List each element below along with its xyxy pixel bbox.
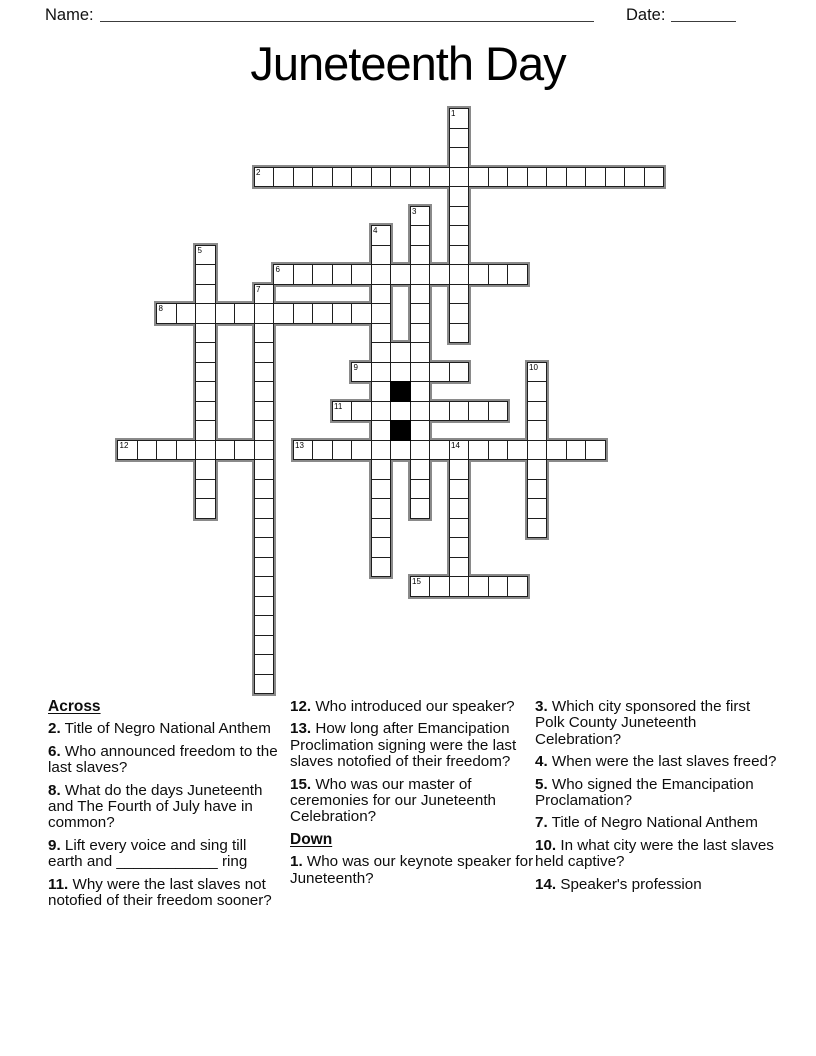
grid-cell — [449, 128, 470, 149]
grid-cell — [488, 264, 509, 285]
grid-cell — [429, 440, 450, 461]
grid-cell — [449, 401, 470, 422]
grid-cell — [195, 420, 216, 441]
grid-cell — [195, 440, 216, 461]
grid-cell — [332, 264, 353, 285]
grid-cell — [449, 498, 470, 519]
grid-cell — [390, 264, 411, 285]
grid-cell — [371, 518, 392, 539]
grid-cell — [371, 537, 392, 558]
grid-cell — [254, 537, 275, 558]
clue-number: 1. — [290, 853, 303, 871]
grid-cell — [371, 459, 392, 480]
grid-cell — [254, 342, 275, 363]
grid-cell — [371, 245, 392, 266]
grid-cell — [410, 362, 431, 383]
grid-number: 11 — [334, 401, 343, 411]
grid-cell — [254, 420, 275, 441]
clue-number: 15. — [290, 775, 312, 793]
grid-cell — [293, 167, 314, 188]
grid-cell — [254, 635, 275, 656]
grid-cell — [312, 167, 333, 188]
grid-cell — [410, 401, 431, 422]
clue-number: 4. — [535, 753, 548, 771]
grid-cell — [254, 362, 275, 383]
grid-cell — [254, 479, 275, 500]
clue-number: 3. — [535, 698, 548, 715]
grid-cell — [449, 264, 470, 285]
grid-number: 9 — [353, 362, 358, 372]
grid-cell — [507, 440, 528, 461]
grid-cell — [176, 303, 197, 324]
grid-cell — [254, 440, 275, 461]
clue-number: 12. — [290, 698, 312, 715]
grid-cell — [527, 420, 548, 441]
grid-cell — [371, 440, 392, 461]
clue-number: 8. — [48, 781, 61, 799]
grid-cell — [605, 167, 626, 188]
grid-cell — [254, 596, 275, 617]
grid-cell — [195, 284, 216, 305]
clue-item: 4. When were the last slaves freed? — [535, 753, 777, 771]
grid-number: 2 — [256, 167, 261, 177]
grid-cell — [410, 440, 431, 461]
grid-cell — [429, 362, 450, 383]
grid-cell — [273, 303, 294, 324]
grid-cell — [390, 167, 411, 188]
grid-cell — [254, 557, 275, 578]
grid-cell — [468, 401, 489, 422]
grid-cell — [195, 401, 216, 422]
clue-number: 14. — [535, 875, 557, 893]
grid-cell — [390, 342, 411, 363]
clue-item: 13. How long after Emancipation Proclimation signing were the last slaves notofied of their freedom? — [290, 720, 517, 771]
grid-cell — [195, 303, 216, 324]
name-label: Name: — [45, 6, 94, 24]
grid-cell — [254, 498, 275, 519]
grid-cell — [195, 323, 216, 344]
grid-cell — [527, 381, 548, 402]
grid-cell — [449, 557, 470, 578]
grid-cell — [234, 303, 255, 324]
clues-column-middle — [290, 699, 536, 893]
grid-cell — [468, 576, 489, 597]
clue-item: 14. Speaker's profession — [535, 875, 702, 893]
grid-cell — [195, 264, 216, 285]
grid-cell — [351, 440, 372, 461]
grid-cell — [254, 576, 275, 597]
clue-number: 6. — [48, 742, 61, 760]
clue-number: 5. — [535, 775, 548, 793]
grid-cell — [371, 264, 392, 285]
grid-cell — [234, 440, 255, 461]
clue-number: 10. — [535, 836, 557, 854]
grid-number: 13 — [295, 440, 304, 450]
grid-cell — [410, 225, 431, 246]
grid-cell — [429, 401, 450, 422]
grid-cell — [488, 167, 509, 188]
grid-cell — [488, 401, 509, 422]
grid-cell — [546, 167, 567, 188]
grid-cell — [527, 479, 548, 500]
grid-cell — [527, 459, 548, 480]
grid-number: 1 — [451, 109, 456, 118]
grid-cell — [410, 459, 431, 480]
clues-section-header: Down — [290, 830, 333, 848]
grid-cell — [254, 323, 275, 344]
grid-cell — [371, 401, 392, 422]
grid-cell — [488, 440, 509, 461]
grid-cell — [449, 362, 470, 383]
clue-item: 10. In what city were the last slaves held captive? — [535, 836, 774, 871]
grid-cell — [410, 245, 431, 266]
grid-cell — [351, 167, 372, 188]
grid-cell — [254, 518, 275, 539]
grid-cell — [371, 323, 392, 344]
grid-cell — [527, 401, 548, 422]
grid-cell — [215, 303, 236, 324]
grid-cell — [410, 167, 431, 188]
grid-cell — [254, 654, 275, 675]
grid-cell — [195, 381, 216, 402]
grid-cell — [215, 440, 236, 461]
clue-item: 12. Who introduced our speaker? — [290, 698, 515, 715]
grid-cell — [449, 323, 470, 344]
grid-cell — [507, 167, 528, 188]
clue-number: 9. — [48, 836, 61, 854]
grid-cell — [449, 147, 470, 168]
grid-cell — [449, 518, 470, 539]
grid-cell — [527, 167, 548, 188]
grid-number: 4 — [373, 226, 378, 235]
grid-number: 14 — [451, 440, 460, 450]
grid-cell — [566, 167, 587, 188]
grid-cell — [644, 167, 665, 188]
page-title: Juneteenth Day — [250, 37, 566, 90]
grid-cell — [410, 284, 431, 305]
grid-number: 5 — [197, 245, 202, 255]
grid-cell — [624, 167, 645, 188]
grid-cell — [449, 186, 470, 207]
grid-cell — [527, 440, 548, 461]
grid-cell — [449, 303, 470, 324]
black-cell — [390, 420, 411, 441]
grid-cell — [449, 479, 470, 500]
grid-cell — [449, 225, 470, 246]
clue-item: 1. Who was our keynote speaker for Juneteenth? — [290, 853, 534, 887]
grid-cell — [195, 479, 216, 500]
grid-number: 10 — [529, 362, 538, 372]
clue-number: 13. — [290, 720, 312, 738]
grid-cell — [195, 498, 216, 519]
grid-cell — [371, 498, 392, 519]
grid-cell — [254, 674, 275, 695]
grid-cell — [371, 557, 392, 578]
grid-cell — [371, 167, 392, 188]
grid-cell — [195, 362, 216, 383]
grid-cell — [371, 381, 392, 402]
grid-cell — [410, 323, 431, 344]
grid-cell — [546, 440, 567, 461]
grid-cell — [449, 284, 470, 305]
clue-item: 15. Who was our master of ceremonies for our Juneteenth Celebration? — [290, 775, 496, 826]
grid-cell — [371, 362, 392, 383]
grid-cell — [527, 498, 548, 519]
grid-cell — [449, 537, 470, 558]
clue-item: 6. Who announced freedom to the last slaves? — [48, 742, 278, 777]
grid-cell — [371, 342, 392, 363]
grid-cell — [351, 264, 372, 285]
clue-number: 7. — [535, 814, 548, 832]
grid-cell — [410, 479, 431, 500]
grid-cell — [332, 303, 353, 324]
grid-cell — [410, 303, 431, 324]
grid-cell — [137, 440, 158, 461]
grid-cell — [410, 420, 431, 441]
clue-item: 7. Title of Negro National Anthem — [535, 814, 758, 832]
grid-cell — [449, 167, 470, 188]
grid-number: 3 — [412, 206, 417, 216]
grid-cell — [410, 498, 431, 519]
grid-cell — [449, 206, 470, 227]
grid-cell — [293, 264, 314, 285]
grid-number: 15 — [412, 577, 421, 586]
grid-cell — [273, 167, 294, 188]
grid-cell — [332, 167, 353, 188]
grid-cell — [254, 615, 275, 636]
clue-item: 5. Who signed the Emancipation Proclamation? — [535, 775, 754, 810]
clues-section-header: Across — [48, 698, 101, 715]
grid-cell — [468, 264, 489, 285]
grid-cell — [410, 264, 431, 285]
grid-cell — [585, 440, 606, 461]
grid-cell — [195, 342, 216, 363]
grid-cell — [371, 420, 392, 441]
grid-cell — [371, 303, 392, 324]
grid-cell — [351, 401, 372, 422]
clue-item: 2. Title of Negro National Anthem — [48, 720, 271, 738]
grid-cell — [195, 459, 216, 480]
grid-cell — [312, 264, 333, 285]
grid-cell — [371, 479, 392, 500]
grid-cell — [449, 245, 470, 266]
grid-cell — [254, 303, 275, 324]
grid-cell — [312, 440, 333, 461]
grid-cell — [507, 576, 528, 597]
grid-cell — [585, 167, 606, 188]
grid-cell — [410, 381, 431, 402]
grid-cell — [566, 440, 587, 461]
grid-number: 12 — [119, 440, 129, 450]
grid-cell — [254, 459, 275, 480]
clues-column-left — [48, 699, 279, 915]
grid-cell — [429, 576, 450, 597]
grid-cell — [449, 459, 470, 480]
clue-item: 8. What do the days Juneteenth and The Fourth of July have in common? — [48, 781, 263, 832]
grid-cell — [390, 440, 411, 461]
clues-column-right — [535, 699, 778, 899]
grid-cell — [293, 303, 314, 324]
grid-cell — [312, 303, 333, 324]
grid-cell — [468, 167, 489, 188]
clue-item: 11. Why were the last slaves not notofied of their freedom sooner? — [48, 875, 272, 910]
black-cell — [390, 381, 411, 402]
grid-number: 6 — [275, 265, 280, 274]
grid-cell — [488, 576, 509, 597]
grid-cell — [371, 284, 392, 305]
grid-cell — [390, 362, 411, 383]
grid-cell — [449, 576, 470, 597]
grid-cell — [507, 264, 528, 285]
clue-item: 3. Which city sponsored the first Polk County Juneteenth Celebration? — [535, 698, 751, 748]
grid-cell — [351, 303, 372, 324]
clue-item: 9. Lift every voice and sing till earth and ____________ ring — [48, 836, 248, 871]
grid-cell — [332, 440, 353, 461]
grid-cell — [390, 401, 411, 422]
date-label: Date: — [626, 6, 666, 24]
grid-cell — [410, 342, 431, 363]
grid-cell — [176, 440, 197, 461]
grid-cell — [254, 381, 275, 402]
clue-number: 11. — [48, 875, 69, 893]
grid-cell — [254, 401, 275, 422]
grid-number: 8 — [158, 304, 163, 313]
grid-cell — [156, 440, 177, 461]
grid-number: 7 — [256, 284, 261, 294]
clue-number: 2. — [48, 720, 61, 738]
grid-cell — [527, 518, 548, 539]
grid-cell — [429, 167, 450, 188]
grid-cell — [468, 440, 489, 461]
grid-cell — [429, 264, 450, 285]
